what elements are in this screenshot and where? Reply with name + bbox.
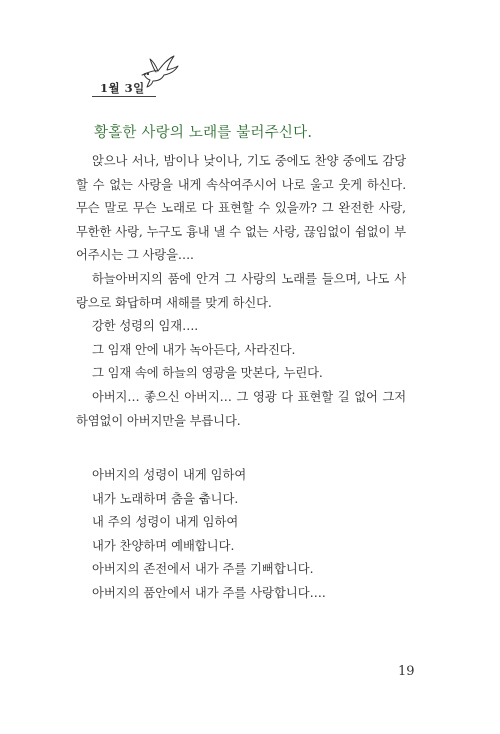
poem-line: 내 주의 성령이 내게 임하여 xyxy=(92,515,239,530)
poem-line: 내가 노래하며 춤을 춥니다. xyxy=(92,491,239,506)
paragraph: 아버지… 좋으신 아버지… 그 영광 다 표현할 길 없어 그저 하염없이 아버지만을 부릅니다. xyxy=(76,389,406,428)
paragraph: 그 임재 안에 내가 녹아든다, 사라진다. xyxy=(92,342,296,357)
poem-line: 아버지의 존전에서 내가 주를 기뻐합니다. xyxy=(92,562,314,577)
date-underline xyxy=(92,96,156,97)
paragraph: 강한 성령의 임재…. xyxy=(92,319,199,334)
date-label: 1월 3일 xyxy=(100,81,145,95)
poem-line: 아버지의 성령이 내게 임하여 xyxy=(92,468,247,482)
entry-body xyxy=(76,150,406,433)
date-header xyxy=(92,54,188,98)
page-number: 19 xyxy=(398,664,415,679)
paragraph: 그 임재 속에 하늘의 영광을 맛본다, 누린다. xyxy=(92,366,323,381)
paragraph: 앉으나 서나, 밤이나 낮이나, 기도 중에도 찬양 중에도 감당할 수 없는 사랑을 내게 속삭여주시어 나로 울고 웃게 하신다. 무슨 말로 무슨 노래로 다 표현할 수 있을까? 그 완전한 사랑, 무한한 사랑, 누구도 흉내 낼 수 없는 사랑, 끊임없이 쉼없이 부어주시는 그 사랑을…. xyxy=(76,154,406,263)
entry-title: 황홀한 사랑의 노래를 불러주신다. xyxy=(94,125,313,141)
dove-icon xyxy=(140,54,180,90)
poem-line: 내가 찬양하며 예배합니다. xyxy=(92,538,235,553)
poem-line: 아버지의 품안에서 내가 주를 사랑합니다…. xyxy=(92,585,326,600)
paragraph: 하늘아버지의 품에 안겨 그 사랑의 노래를 들으며, 나도 사랑으로 화답하며 새해를 맞게 하신다. xyxy=(76,271,406,310)
poem-block xyxy=(92,464,412,606)
